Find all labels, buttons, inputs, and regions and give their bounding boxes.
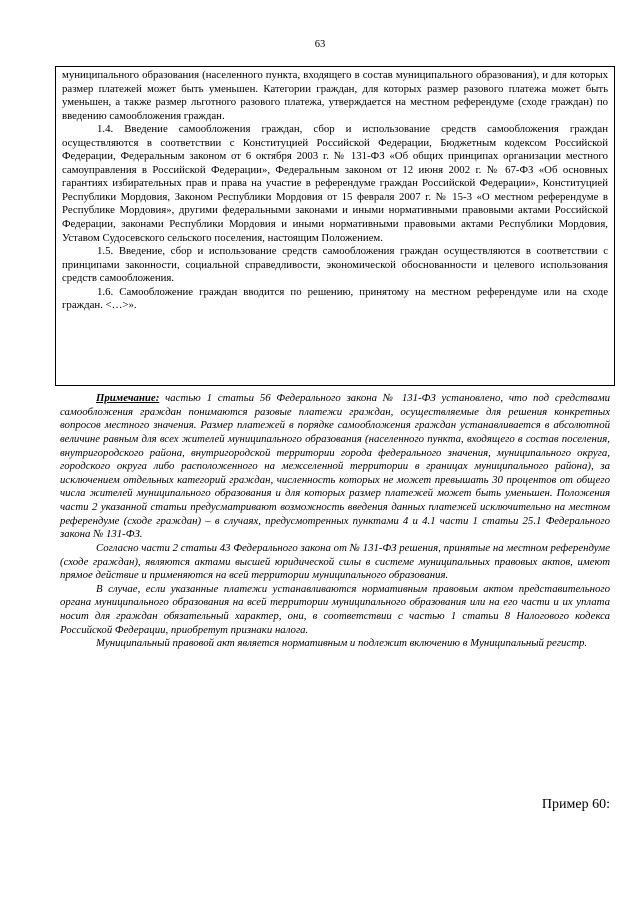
quote-paragraph-1-5: 1.5. Введение, сбор и использование средств самообложения граждан осуществляются в соответствии с принципами законности, социальной справедливости, экономической обоснованности и целевого использования средств самообложения. (62, 245, 608, 285)
note-paragraph (60, 392, 610, 542)
note-paragraph: В случае, если указанные платежи устанавливаются нормативным правовым актом представительного органа муниципального образования на всей территории муниципального образования или на его части и их уплата носит для граждан обязательный характер, они, в соответствии с частью 1 статьи 8 Налогового кодекса Российской Федерации, приобретут признаки налога. (60, 582, 610, 636)
note-label: Примечание: (96, 392, 160, 404)
quote-paragraph-1-4: 1.4. Введение самообложения граждан, сбор и использование средств самообложения граждан осуществляются в соответствии с Конституцией Российской Федерации, Бюджетным кодексом Российской Федерации, Федеральным законом от 6 октября 2003 г. № 131-ФЗ «Об общих принципах организации местного самоуправления в Российской Федерации», Федеральным законом от 12 июня 2002 г. № 67-ФЗ «Об основных гарантиях избирательных прав и права на участие в референдуме граждан Российской Федерации», Конституцией Республики Мордовия, Законом Республики Мордовия от 15 февраля 2007 г. № 15-3 «О местном референдуме в Республике Мордовия», другими федеральными законами и иными нормативными правовыми актами Российской Федерации, законами Республики Мордовия и иными нормативными правовыми актами Республики Мордовия, Уставом Судосевского сельского поселения, настоящим Положением. (62, 123, 608, 244)
quoted-regulation-excerpt (55, 66, 615, 386)
page-number: 63 (314, 39, 326, 50)
quote-paragraph-1-6: 1.6. Самообложение граждан вводится по решению, принятому на местном референдуме или на сходе граждан. <…>». (62, 285, 608, 312)
note-text: частью 1 статьи 56 Федерального закона № 131-ФЗ установлено, что под средствами самообложения граждан понимаются разовые платежи граждан, осуществляемые для решения конкретных вопросов местного значения. Размер платежей в порядке самообложения граждан устанавливается в абсолютной величине равным для всех жителей муниципального образования (населенного пункта, входящего в состав поселения, внутригородского района, внутригородской территории города федерального значения, муниципального округа, городского округа либо расположенного на межселенной территории в границах муниципального района), за исключением отдельных категорий граждан, численность которых не может превышать 30 процентов от общего числа жителей муниципального образования и для которых размер платежей может быть уменьшен. Положения части 2 указанной статьи предусматривают возможность введения данных платежей исключительно на местном референдуме (сходе граждан) – в случаях, предусмотренных пунктами 4 и 4.1 части 1 статьи 25.1 Федерального закона № 131-ФЗ. (60, 392, 610, 541)
example-label: Пример 60: (541, 797, 610, 812)
note-section (60, 392, 610, 651)
note-paragraph: Муниципальный правовой акт является нормативным и подлежит включению в Муниципальный регистр. (96, 637, 588, 650)
quote-paragraph: муниципального образования (населенного пункта, входящего в состав муниципального образования), и для которых размер платежей может быть уменьшен. Категории граждан, для которых размер разового платежа может быть уменьшен, а также размер льготного разового платежа, утверждается на местном референдуме (сходе граждан) по введению самообложения граждан. (62, 69, 608, 122)
note-paragraph: Согласно части 2 статьи 43 Федерального закона от № 131-ФЗ решения, принятые на местном референдуме (сходе граждан), являются актами высшей юридической силы в системе муниципальных правовых актов, имеют прямое действие и применяются на всей территории муниципального образования. (60, 541, 610, 582)
